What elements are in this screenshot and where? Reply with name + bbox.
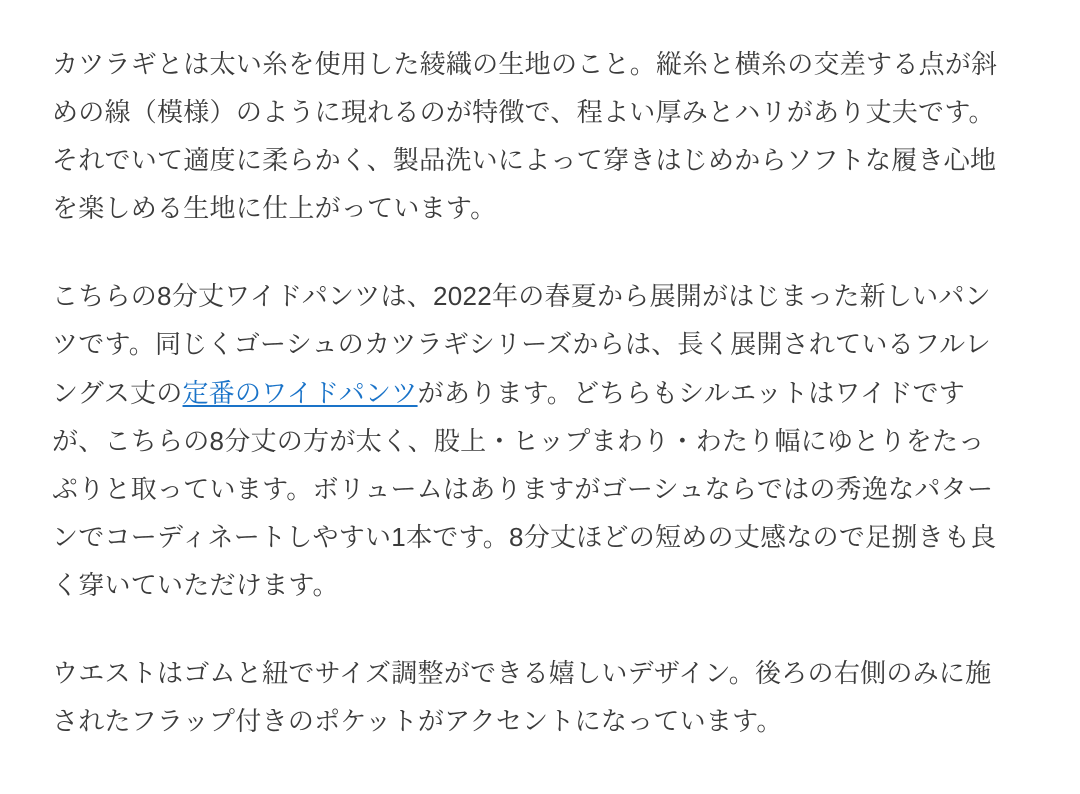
paragraph-text-after-link: があります。どちらもシルエットはワイドですが、こちらの8分丈の方が太く、股上・ヒップまわり・わたり幅にゆとりをたっぷりと取っています。ボリュームはありますがゴーシュならではの秀逸なパターンでコーディネートしやすい1本です。8分丈ほどの短めの丈感なので足捌きも良く穿いていただけます。 [52, 377, 997, 600]
paragraph-fabric-description: カツラギとは太い糸を使用した綾織の生地のこと。縦糸と横糸の交差する点が斜めの線（模様）のように現れるのが特徴で、程よい厚みとハリがあり丈夫です。それでいて適度に柔らかく、製品洗いによって穿きはじめからソフトな履き心地を楽しめる生地に仕上がっています。 [52, 49, 998, 224]
paragraph-product-description [52, 272, 1004, 609]
wide-pants-link[interactable]: 定番のワイドパンツ [182, 377, 418, 408]
paragraph-text-before-link: こちらの8分丈ワイドパンツは、2022年の春夏から展開がはじまった新しいパンツです。同じくゴーシュのカツラギシリーズからは、長く展開されているフルレングス丈の [52, 281, 991, 408]
paragraph-waist-design: ウエストはゴムと紐でサイズ調整ができる嬉しいデザイン。後ろの右側のみに施されたフラップ付きのポケットがアクセントになっています。 [52, 658, 992, 737]
article-body [52, 40, 1004, 745]
